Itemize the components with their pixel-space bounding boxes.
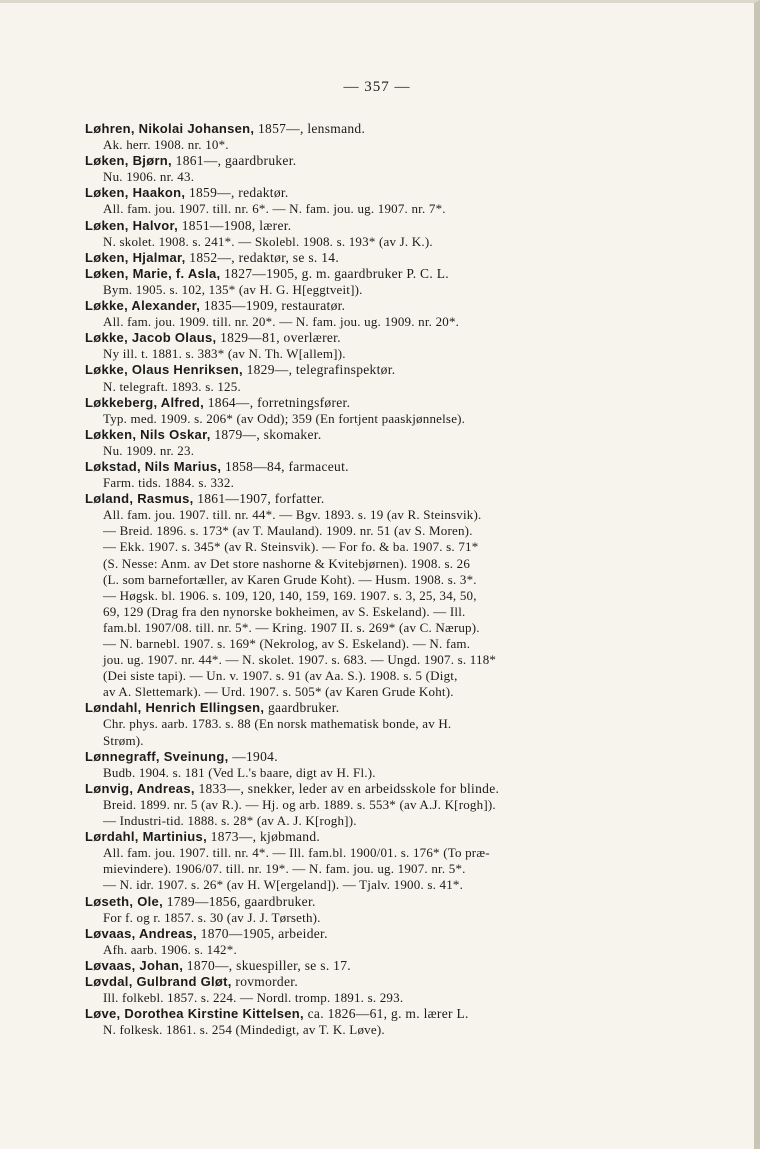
source-reference-line: All. fam. jou. 1907. till. nr. 4*. — Ill. fam.bl. 1900/01. s. 176* (To præ- (103, 845, 490, 861)
person-details: 1833—, snekker, leder av en arbeidsskole for blinde. (194, 780, 500, 796)
bibliography-entry (85, 330, 665, 362)
source-reference-line: Afh. aarb. 1906. s. 142*. (103, 941, 237, 957)
source-reference-line: — N. idr. 1907. s. 26* (av H. W[ergeland]). — Tjalv. 1900. s. 41*. (103, 877, 464, 893)
source-reference-line: Budb. 1904. s. 181 (Ved L.'s baare, digt av H. Fl.). (103, 764, 376, 780)
bibliography-entry (85, 185, 665, 217)
entry-heading (85, 250, 665, 266)
entry-heading (85, 427, 665, 443)
entry-heading (85, 894, 665, 910)
bibliography-entry (85, 395, 665, 427)
person-details: 1829—81, overlærer. (216, 330, 341, 346)
source-reference-line: Ny ill. t. 1881. s. 383* (av N. Th. W[allem]). (103, 346, 346, 362)
person-details: 1857—, lensmand. (254, 121, 366, 136)
source-reference-line: Nu. 1909. nr. 23. (103, 442, 195, 458)
bibliography-entry (85, 958, 665, 974)
entry-heading (85, 700, 665, 716)
person-name: Løken, Marie, f. Asla, (85, 265, 221, 281)
source-reference-line: Typ. med. 1909. s. 206* (av Odd); 359 (En fortjent paaskjønnelse). (103, 410, 466, 426)
source-reference-line: — N. barnebl. 1907. s. 169* (Nekrolog, av S. Eskeland). — N. fam. (103, 636, 471, 651)
source-reference-line: N. folkesk. 1861. s. 254 (Mindedigt, av T. K. Løve). (103, 1022, 385, 1038)
person-name: Løhren, Nikolai Johansen, (85, 121, 255, 136)
person-name: Lørdahl, Martinius, (85, 829, 207, 845)
person-details: 1879—, skomaker. (210, 426, 322, 442)
source-reference-line: Bym. 1905. s. 102, 135* (av H. G. H[eggtveit]). (103, 281, 363, 297)
person-details: 1789—1856, gaardbruker. (163, 893, 316, 909)
entry-heading (85, 974, 665, 990)
person-details: 1870—, skuespiller, se s. 17. (183, 957, 351, 973)
source-reference-line: Breid. 1899. nr. 5 (av R.). — Hj. og arb. 1889. s. 553* (av A.J. K[rogh]). (103, 796, 496, 812)
bibliography-entry (85, 121, 665, 153)
person-name: Løken, Haakon, (85, 185, 186, 201)
entry-heading (85, 491, 665, 507)
entry-heading (85, 829, 665, 845)
person-name: Løkke, Olaus Henriksen, (85, 362, 243, 378)
page-number: — 357 — (343, 79, 411, 95)
source-reference-line: — Breid. 1896. s. 173* (av T. Mauland). 1909. nr. 51 (av S. Moren). (103, 523, 473, 539)
person-details: 1851—1908, lærer. (178, 217, 292, 233)
bibliography-entry (85, 298, 665, 330)
source-reference-line: For f. og r. 1857. s. 30 (av J. J. Tørseth). (103, 909, 321, 925)
person-details: 1835—1909, restauratør. (200, 298, 346, 314)
source-reference-line: 69, 129 (Drag fra den nynorske bokheimen, av S. Eskeland). — Ill. (103, 603, 466, 619)
entry-heading (85, 926, 665, 942)
source-reference-line: All. fam. jou. 1907. till. nr. 44*. — Bgv. 1893. s. 19 (av R. Steinsvik). (103, 507, 482, 523)
person-name: Løkken, Nils Oskar, (85, 426, 211, 442)
source-reference-line: All. fam. jou. 1909. till. nr. 20*. — N. fam. jou. ug. 1909. nr. 20*. (103, 314, 460, 330)
bibliography-entry (85, 1006, 665, 1038)
person-details: 1861—1907, forfatter. (193, 491, 325, 507)
source-reference-line: N. skolet. 1908. s. 241*. — Skolebl. 1908. s. 193* (av J. K.). (103, 233, 433, 249)
person-name: Løseth, Ole, (85, 893, 164, 909)
person-name: Løkkeberg, Alfred, (85, 394, 205, 410)
source-reference-line: Strøm). (103, 732, 144, 748)
entry-heading (85, 153, 665, 169)
bibliography-entry (85, 749, 665, 781)
bibliography-entry (85, 362, 665, 394)
entry-heading (85, 1006, 665, 1022)
person-details: 1829—, telegrafinspektør. (242, 362, 396, 378)
source-reference-line: jou. ug. 1907. nr. 44*. — N. skolet. 1907. s. 683. — Ungd. 1907. s. 118* (103, 652, 497, 668)
person-name: Løkke, Alexander, (85, 298, 201, 314)
entry-heading (85, 958, 665, 974)
person-details: 1861—, gaardbruker. (171, 153, 297, 169)
source-reference-line: (L. som barnefortæller, av Karen Grude Koht). — Husm. 1908. s. 3*. (103, 571, 477, 587)
bibliography-entry (85, 926, 665, 958)
person-name: Lønnegraff, Sveinung, (85, 748, 229, 764)
person-name: Løndahl, Henrich Ellingsen, (85, 700, 265, 716)
source-reference-line: All. fam. jou. 1907. till. nr. 6*. — N. fam. jou. ug. 1907. nr. 7*. (103, 201, 446, 217)
source-reference-line: Nu. 1906. nr. 43. (103, 169, 195, 185)
person-details: 1870—1905, arbeider. (196, 925, 328, 941)
entry-heading (85, 749, 665, 765)
person-details: ca. 1826—61, g. m. lærer L. (303, 1006, 469, 1022)
source-reference-line: — Høgsk. bl. 1906. s. 109, 120, 140, 159, 169. 1907. s. 3, 25, 34, 50, (103, 587, 477, 603)
person-name: Løland, Rasmus, (85, 491, 194, 507)
entry-heading (85, 185, 665, 201)
person-details: 1852—, redaktør, se s. 14. (185, 249, 340, 265)
person-details: 1859—, redaktør. (185, 185, 289, 201)
person-details: —1904. (228, 748, 278, 764)
source-reference-line: Farm. tids. 1884. s. 332. (103, 475, 235, 491)
person-name: Løvdal, Gulbrand Gløt, (85, 973, 232, 989)
person-name: Løken, Hjalmar, (85, 249, 186, 265)
bibliography-entry (85, 218, 665, 250)
entry-heading (85, 459, 665, 475)
bibliography-entry (85, 153, 665, 185)
bibliography-entry (85, 700, 665, 748)
bibliography-entry (85, 459, 665, 491)
bibliography-entry (85, 250, 665, 266)
source-reference-line: (Dei siste tapi). — Un. v. 1907. s. 91 (av Aa. S.). 1908. s. 5 (Digt, (103, 668, 458, 684)
person-name: Løkke, Jacob Olaus, (85, 330, 217, 346)
entry-list (85, 121, 665, 1038)
person-details: gaardbruker. (264, 700, 340, 716)
source-reference-line: fam.bl. 1907/08. till. nr. 5*. — Kring. 1907 II. s. 269* (av C. Nærup). (103, 619, 480, 635)
person-name: Løken, Halvor, (85, 217, 179, 233)
person-name: Løken, Bjørn, (85, 153, 172, 169)
bibliography-entry (85, 781, 665, 829)
entry-heading (85, 362, 665, 378)
entry-heading (85, 330, 665, 346)
entry-heading (85, 395, 665, 411)
person-name: Lønvig, Andreas, (85, 780, 195, 796)
bibliography-entry (85, 266, 665, 298)
source-reference-line: N. telegraft. 1893. s. 125. (103, 378, 241, 394)
person-details: 1873—, kjøbmand. (206, 829, 321, 845)
source-reference-line: mievindere). 1906/07. till. nr. 19*. — N. fam. jou. ug. 1907. nr. 5*. (103, 861, 466, 877)
person-details: 1827—1905, g. m. gaardbruker P. C. L. (220, 265, 449, 281)
source-reference-line: — Ekk. 1907. s. 345* (av R. Steinsvik). — For fo. & ba. 1907. s. 71* (103, 539, 479, 555)
entry-heading (85, 121, 665, 137)
person-name: Løve, Dorothea Kirstine Kittelsen, (85, 1006, 304, 1022)
person-details: rovmorder. (231, 973, 299, 989)
entry-heading (85, 298, 665, 314)
bibliography-entry (85, 974, 665, 1006)
source-reference-line: — Industri-tid. 1888. s. 28* (av A. J. K[rogh]). (103, 813, 357, 829)
person-name: Løkstad, Nils Marius, (85, 458, 222, 474)
bibliography-entry (85, 894, 665, 926)
person-details: 1864—, forretningsfører. (204, 394, 351, 410)
bibliography-entry (85, 427, 665, 459)
person-name: Løvaas, Andreas, (85, 925, 197, 941)
source-reference-line: av A. Slettemark). — Urd. 1907. s. 505* (av Karen Grude Koht). (103, 684, 454, 700)
source-reference-line: (S. Nesse: Anm. av Det store nashorne & Kvitebjørnen). 1908. s. 26 (103, 555, 471, 571)
bibliography-entry (85, 829, 665, 893)
entry-heading (85, 266, 665, 282)
source-reference-line: Ill. folkebl. 1857. s. 224. — Nordl. tromp. 1891. s. 293. (103, 990, 404, 1006)
entry-heading (85, 218, 665, 234)
person-details: 1858—84, farmaceut. (221, 458, 349, 474)
source-reference-line: Ak. herr. 1908. nr. 10*. (103, 137, 229, 153)
entry-heading (85, 781, 665, 797)
bibliography-entry (85, 491, 665, 700)
source-reference-line: Chr. phys. aarb. 1783. s. 88 (En norsk mathematisk bonde, av H. (103, 716, 452, 732)
person-name: Løvaas, Johan, (85, 957, 184, 973)
